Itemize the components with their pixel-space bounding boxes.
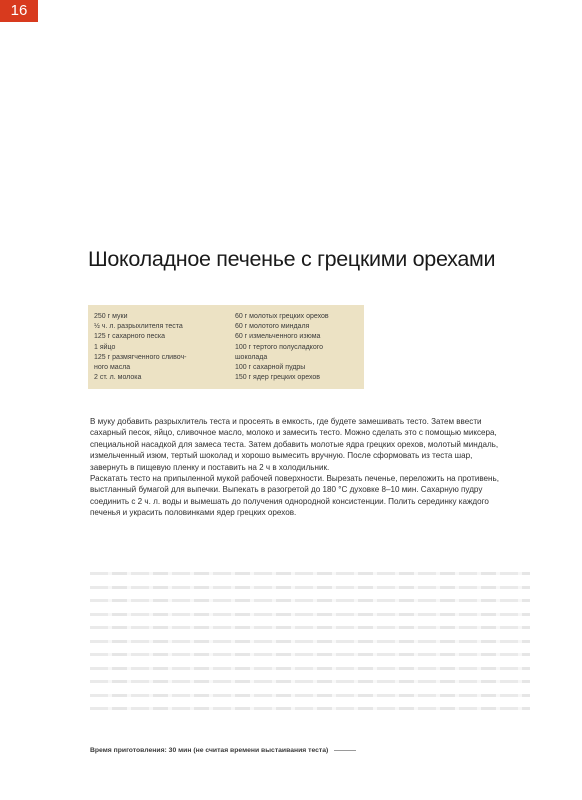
preparation-time-note: Время приготовления: 30 мин (не считая времени выстаивания теста) <box>90 747 329 754</box>
show-through-texture <box>90 572 530 722</box>
ingredient-item: шоколада <box>234 353 268 361</box>
instructions-paragraph: Раскатать тесто на припыленной мукой рабочей поверхности. Вырезать печенье, переложить на противень, выстланный бумагой для выпечки. Выпекать в разогретой до 180 °С духовке 8–10 мин. Сахарную пудру соединить с 2 ч. л. воды и вымешать до получения однородной консистенции. Полить серединку каждого печенья и украсить половинками ядер грецких орехов. <box>90 474 499 518</box>
page-number-badge: 16 <box>0 0 38 22</box>
ingredients-column-right <box>235 312 360 389</box>
instructions-paragraph: В муку добавить разрыхлитель теста и просеять в емкость, где будете замешивать тесто. Затем ввести сахарный песок, яйцо, сливочное масло, молоко и замесить тесто. Можно сделать это с помощью миксера, специальной насадкой для замеса теста. Затем добавить молотые ядра грецких орехов, молотый миндаль, измельченный изюм, тертый шоколад и хорошо вымесить вручную. После сформовать из теста шар, завернуть в пищевую пленку и поставить на 2 ч в холодильник. <box>90 417 499 472</box>
ingredient-item: 2 ст. л. молока <box>94 374 142 382</box>
ingredient-item: 250 г муки <box>94 313 128 320</box>
recipe-title: Шоколадное печенье с грецкими орехами <box>88 247 496 271</box>
ingredient-item: 125 г сахарного песка <box>94 333 166 341</box>
ingredient-item: 60 г измельченного изюма <box>234 333 321 341</box>
ingredient-item: 100 г тертого полусладкого <box>234 343 324 351</box>
ingredients-box <box>88 305 364 389</box>
ingredient-item: ного масла <box>94 364 131 372</box>
ingredient-item: 150 г ядер грецких орехов <box>234 374 320 382</box>
ingredients-column-left <box>94 312 235 389</box>
ingredient-item: 125 г размягченного сливоч- <box>94 353 187 361</box>
ingredient-item: 60 г молотого миндаля <box>234 323 310 331</box>
ingredient-item: 1 яйцо <box>94 343 116 351</box>
ingredient-item: ½ ч. л. разрыхлителя теста <box>94 323 183 331</box>
ingredient-item: 60 г молотых грецких орехов <box>234 313 329 320</box>
footer-divider <box>334 750 356 751</box>
recipe-instructions <box>90 416 510 519</box>
ingredient-item: 100 г сахарной пудры <box>234 364 306 372</box>
